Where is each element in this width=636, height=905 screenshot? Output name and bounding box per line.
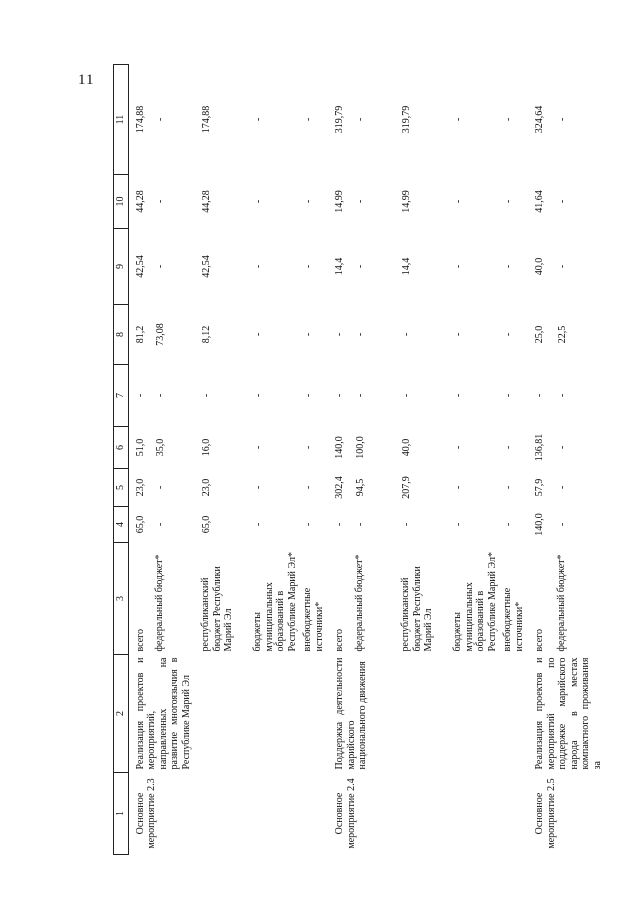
value-cell: -	[253, 117, 264, 122]
value-cell: 140,0	[334, 436, 345, 459]
value-cell: -	[155, 117, 166, 122]
value-cell: -	[155, 522, 166, 527]
col-header: 3	[114, 543, 129, 655]
value-cell: -	[557, 485, 569, 490]
table-row	[128, 65, 152, 855]
value-cell: -	[401, 522, 412, 527]
funding-source: всего	[534, 628, 545, 652]
value-cell: -	[334, 393, 345, 398]
value-cell: 81,2	[134, 325, 146, 344]
value-cell: -	[401, 332, 412, 337]
value-cell: 22,5	[557, 325, 569, 344]
funding-source: бюджеты муниципальных образований в Республике Марий Эл*	[452, 552, 498, 652]
value-cell: -	[557, 117, 569, 122]
value-cell: 51,0	[134, 438, 146, 457]
value-cell: 8,12	[201, 325, 212, 344]
col-header: 6	[114, 427, 129, 469]
measure-id: Основное мероприятие 2.4	[334, 778, 357, 849]
value-cell: 94,5	[355, 478, 366, 497]
funding-source: внебюджетные источники*	[302, 587, 325, 652]
value-cell: -	[355, 264, 366, 269]
funding-source: бюджеты муниципальных образований в Республике Марий Эл*	[252, 552, 298, 652]
value-cell: -	[503, 485, 514, 490]
value-cell: 35,0	[155, 438, 166, 457]
value-cell: -	[253, 199, 264, 204]
value-cell: -	[303, 485, 314, 490]
value-cell: 65,0	[201, 515, 212, 534]
value-cell: 174,88	[201, 105, 212, 134]
value-cell: 23,0	[201, 478, 212, 497]
value-cell: 136,81	[534, 433, 545, 462]
value-cell: -	[503, 199, 514, 204]
funding-source: федеральный бюджет*	[556, 554, 568, 652]
col-header: 11	[114, 65, 129, 175]
col-header: 9	[114, 229, 129, 305]
value-cell: -	[253, 332, 264, 337]
value-cell: 44,28	[201, 190, 212, 213]
value-cell: -	[453, 445, 464, 450]
funding-source: федеральный бюджет*	[154, 554, 165, 652]
col-header: 10	[114, 175, 129, 229]
value-cell: -	[303, 264, 314, 269]
value-cell: -	[453, 199, 464, 204]
measure-title: Реализация проектов и мероприятий по поддержке марийского народа в местах компактного проживания за	[534, 657, 603, 770]
value-cell: -	[557, 199, 569, 204]
value-cell: 41,64	[534, 190, 545, 213]
rotated-table-wrapper	[113, 65, 603, 855]
value-cell: 319,79	[334, 105, 345, 134]
value-cell: -	[355, 393, 366, 398]
table-row	[328, 65, 352, 855]
page-number: 11	[78, 72, 95, 88]
value-cell: 14,99	[401, 190, 412, 213]
value-cell: -	[355, 117, 366, 122]
value-cell: 14,99	[334, 190, 345, 213]
value-cell: -	[155, 264, 166, 269]
measure-id: Основное мероприятие 2.5	[534, 778, 557, 849]
value-cell: -	[453, 393, 464, 398]
value-cell: -	[453, 522, 464, 527]
table-body	[128, 65, 605, 855]
col-header: 1	[114, 773, 129, 855]
value-cell: -	[401, 393, 412, 398]
value-cell: -	[355, 522, 366, 527]
table-row	[528, 65, 554, 855]
value-cell: -	[303, 393, 314, 398]
col-header: 2	[114, 655, 129, 773]
measure-title: Поддержка деятельности марийского национального движения	[334, 657, 368, 770]
value-cell: 23,0	[134, 478, 146, 497]
value-cell: 14,4	[334, 257, 345, 276]
value-cell: 140,0	[534, 513, 545, 536]
measure-title: Реализация проектов и мероприятий, направленных на развитие многоязычия в Республике Марий Эл	[134, 657, 192, 770]
col-header: 4	[114, 507, 129, 543]
value-cell: 57,9	[534, 478, 545, 497]
header-row	[114, 65, 129, 855]
funding-source: всего	[134, 628, 146, 652]
value-cell: -	[253, 264, 264, 269]
value-cell: 319,79	[401, 105, 412, 134]
col-header: 5	[114, 469, 129, 507]
value-cell: -	[155, 199, 166, 204]
value-cell: 40,0	[534, 257, 545, 276]
value-cell: -	[503, 522, 514, 527]
value-cell: -	[503, 332, 514, 337]
value-cell: -	[503, 445, 514, 450]
col-header: 8	[114, 305, 129, 365]
value-cell: -	[303, 117, 314, 122]
value-cell: 44,28	[134, 190, 146, 213]
value-cell: 16,0	[201, 438, 212, 457]
value-cell: -	[201, 393, 212, 398]
value-cell: -	[253, 445, 264, 450]
funding-source: всего	[334, 628, 345, 652]
value-cell: 25,0	[534, 325, 545, 344]
value-cell: -	[134, 393, 146, 398]
value-cell: -	[453, 264, 464, 269]
value-cell: 324,64	[534, 105, 545, 134]
funding-source: федеральный бюджет*	[354, 554, 365, 652]
funding-source: республиканский бюджет Республики Марий Эл	[200, 566, 234, 652]
measure-id: Основное мероприятие 2.3	[134, 778, 157, 849]
value-cell: -	[303, 332, 314, 337]
value-cell: 73,08	[155, 323, 166, 346]
value-cell: -	[503, 264, 514, 269]
value-cell: -	[334, 332, 345, 337]
value-cell: -	[253, 485, 264, 490]
value-cell: -	[534, 393, 545, 398]
value-cell: 302,4	[334, 476, 345, 499]
value-cell: 207,9	[401, 476, 412, 499]
value-cell: -	[334, 522, 345, 527]
value-cell: -	[355, 199, 366, 204]
value-cell: 42,54	[201, 255, 212, 278]
value-cell: -	[503, 393, 514, 398]
value-cell: -	[303, 199, 314, 204]
col-header: 7	[114, 365, 129, 427]
value-cell: -	[453, 117, 464, 122]
value-cell: 42,54	[134, 255, 146, 278]
value-cell: -	[303, 522, 314, 527]
value-cell: -	[453, 485, 464, 490]
value-cell: -	[453, 332, 464, 337]
budget-table	[113, 64, 605, 855]
funding-source: внебюджетные источники*	[502, 587, 525, 652]
value-cell: 100,0	[355, 436, 366, 459]
value-cell: -	[303, 445, 314, 450]
value-cell: -	[503, 117, 514, 122]
value-cell: -	[155, 393, 166, 398]
value-cell: -	[355, 332, 366, 337]
value-cell: 65,0	[134, 515, 146, 534]
value-cell: -	[557, 264, 569, 269]
value-cell: -	[253, 522, 264, 527]
value-cell: 40,0	[401, 438, 412, 457]
value-cell: 174,88	[134, 105, 146, 134]
value-cell: -	[155, 485, 166, 490]
value-cell: -	[253, 393, 264, 398]
value-cell: 14,4	[401, 257, 412, 276]
value-cell: -	[557, 445, 569, 450]
funding-source: республиканский бюджет Республики Марий Эл	[400, 566, 434, 652]
value-cell: -	[557, 393, 569, 398]
value-cell: -	[557, 522, 569, 527]
